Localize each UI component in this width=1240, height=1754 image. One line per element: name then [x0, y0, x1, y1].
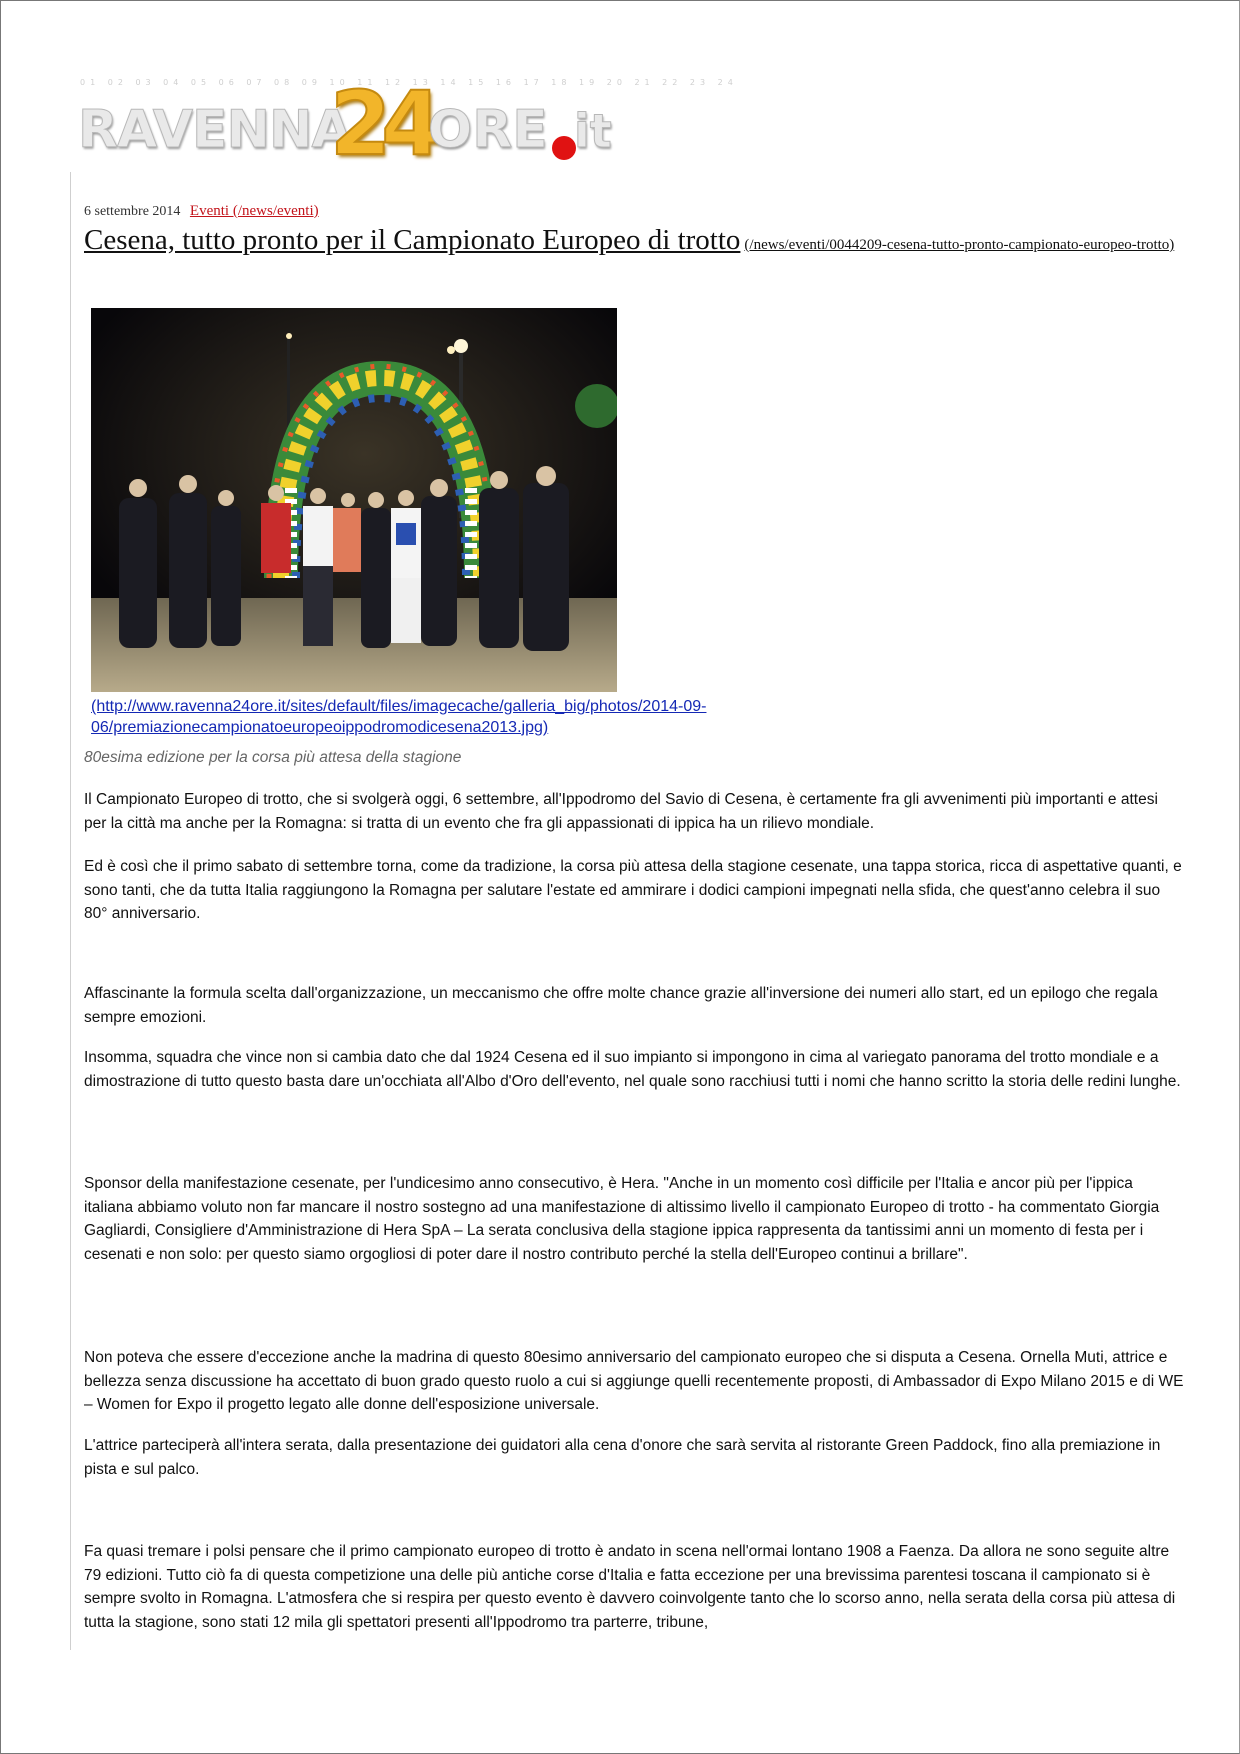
paragraph: Affascinante la formula scelta dall'organizzazione, un meccanismo che offre molte chance grazie all'inversione dei numeri allo start, ed un epilogo che regala sempre emozioni. — [84, 985, 1158, 1026]
paragraph: Sponsor della manifestazione cesenate, per l'undicesimo anno consecutivo, è Hera. "Anche in un momento così difficile per l'Italia e ancor più per l'ippica italiana abbiamo voluto non far mancare il nostro sostegno ad una manifestazione di altissimo livello il campionato Europeo di trotto - ha commentato Giorgia Gagliardi, Consigliere d'Amministrazione di Hera SpA – La serata conclusiva della stagione ippica rappresenta da tantissimi anni un momento di festa per i cesenati e non solo: per questo siamo orgogliosi di poter dare il nostro contributo perché la stella dell'Europeo continui a brillare". — [84, 1175, 1160, 1263]
image-link[interactable]: (http://www.ravenna24ore.it/sites/default/files/imagecache/galleria_big/photos/2014-09-06/premiazionecampionatoeuropeoippodromodicesena2013.jpg) — [91, 698, 707, 736]
paragraph: L'attrice parteciperà all'intera serata, dalla presentazione dei guidatori alla cena d'onore che sarà servita al ristorante Green Paddock, fino alla premiazione in pista e sul palco. — [84, 1437, 1161, 1478]
article-title[interactable]: Cesena, tutto pronto per il Campionato Europeo di trotto — [84, 224, 741, 256]
photo-caption: 80esima edizione per la corsa più attesa della stagione — [84, 749, 462, 766]
article-photo — [91, 308, 617, 692]
logo-tld: it — [574, 104, 612, 158]
logo-word-ravenna: RAVENNA — [78, 100, 351, 160]
logo-red-dot — [552, 136, 576, 160]
article-date: 6 settembre 2014 — [84, 204, 181, 219]
article-meta — [84, 203, 319, 220]
left-rule — [70, 172, 71, 1650]
logo-word-ore: ORE — [428, 100, 548, 160]
logo-number: 24 — [330, 72, 433, 175]
article-title-path[interactable]: (/news/eventi/0044209-cesena-tutto-pronto-campionato-europeo-trotto) — [744, 237, 1175, 253]
paragraph: Ed è così che il primo sabato di settembre torna, come da tradizione, la corsa più attesa della stagione cesenate, una tappa storica, ricca di aspettative quanti, e sono tanti, che da tutta Italia raggiungono la Romagna per salutare l'estate ed ammirare i dodici campioni impegnati nella sfida, che quest'anno celebra il suo 80° anniversario. — [84, 858, 1182, 923]
paragraph: Il Campionato Europeo di trotto, che si svolgerà oggi, 6 settembre, all'Ippodromo del Savio di Cesena, è certamente fra gli avvenimenti più importanti e attesi per la città ma anche per la Romagna: si tratta di un evento che fra gli appassionati di ippica ha un rilievo mondiale. — [84, 791, 1158, 832]
category-link[interactable]: Eventi (/news/eventi) — [189, 203, 319, 219]
paragraph: Fa quasi tremare i polsi pensare che il primo campionato europeo di trotto è andato in scena nell'ormai lontano 1908 a Faenza. Da allora ne sono seguite altre 79 edizioni. Tutto ciò fa di questa competizione una delle più antiche corse d'Italia e fatta eccezione per una brevissima parentesi toscana il campionato si è sempre svolto in Romagna. L'atmosfera che si respira per questo evento è davvero coinvolgente tanto che lo scorso anno, nella serata della corsa più attesa di tutta la stagione, sono stati 12 mila gli spettatori presenti all'Ippodromo tra parterre, tribune, — [84, 1543, 1176, 1631]
site-logo[interactable] — [78, 70, 738, 175]
paragraph: Non poteva che essere d'eccezione anche la madrina di questo 80esimo anniversario del campionato europeo che si disputa a Cesena. Ornella Muti, attrice e bellezza senza discussione ha accettato di buon grado questo ruolo a cui si aggiunge quelli recentemente proposti, di Ambassador di Expo Milano 2015 e di WE – Women for Expo il progetto legato alle donne dell'esposizione universale. — [84, 1349, 1184, 1414]
article-title-block[interactable] — [84, 221, 1184, 260]
paragraph: Insomma, squadra che vince non si cambia dato che dal 1924 Cesena ed il suo impianto si impongono in cima al variegato panorama del trotto mondiale e a dimostrazione di tutto questo basta dare un'occhiata all'Albo d'Oro dell'evento, nel quale sono racchiusi tutti i nomi che hanno scritto la storia delle redini lunghe. — [84, 1049, 1181, 1090]
logo-hour-ticks: 01 02 03 04 05 06 07 08 09 10 11 12 13 14 15 16 17 18 19 20 21 22 23 24 — [80, 78, 738, 87]
photo-illustration — [91, 308, 617, 692]
